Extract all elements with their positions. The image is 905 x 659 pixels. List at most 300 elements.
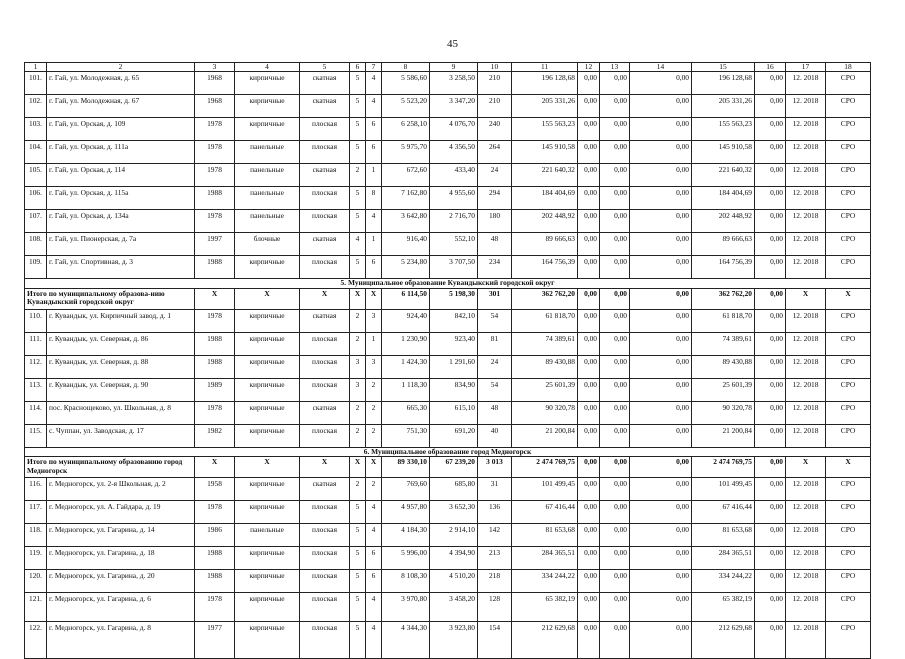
table-cell: 1982: [195, 424, 235, 447]
section-heading-row: [25, 279, 871, 288]
table-row: [25, 332, 871, 355]
page-number: 45: [447, 38, 458, 50]
subtotal-cell: 362 762,20: [512, 288, 578, 309]
table-row: [25, 501, 871, 524]
subtotal-cell: X: [786, 457, 826, 478]
table-cell: 24: [478, 355, 512, 378]
table-cell: 3 707,50: [430, 256, 478, 279]
table-cell: 2 914,10: [430, 524, 478, 547]
column-number-row: [25, 63, 871, 72]
table-cell: 842,10: [430, 309, 478, 332]
table-cell: кирпичные: [235, 401, 300, 424]
table-cell: 0,00: [600, 355, 630, 378]
table-cell: 2: [350, 332, 366, 355]
table-cell: 89 666,63: [692, 233, 755, 256]
table-cell: СРО: [826, 355, 871, 378]
table-row: [25, 570, 871, 593]
table-cell: 154: [478, 622, 512, 659]
table-cell: 0,00: [630, 593, 692, 622]
table-cell: 180: [478, 210, 512, 233]
table-cell: 0,00: [755, 309, 786, 332]
table-cell: 0,00: [755, 95, 786, 118]
table-cell: 3 458,20: [430, 593, 478, 622]
table-cell: 12. 2018: [786, 233, 826, 256]
address-cell: г. Гай, ул. Орская, д. 134а: [47, 210, 195, 233]
table-cell: 81 653,68: [512, 524, 578, 547]
table-cell: 0,00: [630, 95, 692, 118]
table-cell: СРО: [826, 401, 871, 424]
table-cell: 2: [350, 401, 366, 424]
table-cell: 0,00: [755, 141, 786, 164]
column-number-cell: 12: [578, 63, 600, 72]
column-number-cell: 2: [47, 63, 195, 72]
table-cell: 61 818,70: [692, 309, 755, 332]
table-cell: 25 601,39: [512, 378, 578, 401]
table-cell: 5: [350, 95, 366, 118]
table-cell: 0,00: [578, 378, 600, 401]
table-cell: 5 234,80: [382, 256, 430, 279]
subtotal-cell: 0,00: [630, 457, 692, 478]
subtotal-cell: 0,00: [755, 457, 786, 478]
table-cell: 8 108,30: [382, 570, 430, 593]
address-cell: г. Медногорск, ул. 2-я Школьная, д. 2: [47, 478, 195, 501]
table-cell: 6 258,10: [382, 118, 430, 141]
table-cell: 0,00: [755, 501, 786, 524]
table-cell: 0,00: [755, 72, 786, 95]
table-cell: 107.: [25, 210, 47, 233]
address-cell: г. Гай, ул. Молодежная, д. 65: [47, 72, 195, 95]
table-cell: 114.: [25, 401, 47, 424]
subtotal-cell: X: [235, 288, 300, 309]
table-cell: 218: [478, 570, 512, 593]
table-cell: 5 523,20: [382, 95, 430, 118]
column-number-cell: 7: [366, 63, 382, 72]
table-cell: 5: [350, 210, 366, 233]
table-cell: 122.: [25, 622, 47, 659]
table-cell: 12. 2018: [786, 141, 826, 164]
table-cell: 118.: [25, 524, 47, 547]
table-cell: 74 389,61: [692, 332, 755, 355]
table-cell: 0,00: [630, 401, 692, 424]
address-cell: с. Чуппан, ул. Заводская, д. 17: [47, 424, 195, 447]
table-cell: 54: [478, 309, 512, 332]
subtotal-cell: X: [350, 457, 366, 478]
table-cell: 89 430,88: [692, 355, 755, 378]
table-cell: 90 320,78: [692, 401, 755, 424]
table-cell: 3 642,80: [382, 210, 430, 233]
address-cell: г. Гай, ул. Орская, д. 114: [47, 164, 195, 187]
table-cell: 121.: [25, 593, 47, 622]
table-cell: 65 382,19: [512, 593, 578, 622]
table-cell: кирпичные: [235, 622, 300, 659]
table-cell: СРО: [826, 478, 871, 501]
table-cell: плоская: [300, 593, 350, 622]
table-cell: 104.: [25, 141, 47, 164]
table-cell: 0,00: [630, 256, 692, 279]
table-cell: 1978: [195, 593, 235, 622]
table-cell: 1 230,90: [382, 332, 430, 355]
table-cell: 691,20: [430, 424, 478, 447]
table-cell: СРО: [826, 547, 871, 570]
table-cell: 81 653,68: [692, 524, 755, 547]
table-cell: 12. 2018: [786, 210, 826, 233]
table-cell: СРО: [826, 72, 871, 95]
table-cell: 0,00: [578, 622, 600, 659]
table-cell: 0,00: [578, 187, 600, 210]
table-cell: 221 640,32: [512, 164, 578, 187]
column-number-cell: 9: [430, 63, 478, 72]
table-cell: 12. 2018: [786, 570, 826, 593]
table-cell: плоская: [300, 622, 350, 659]
subtotal-cell: X: [300, 288, 350, 309]
table-cell: 12. 2018: [786, 524, 826, 547]
table-cell: плоская: [300, 118, 350, 141]
table-cell: 0,00: [755, 401, 786, 424]
table-cell: 1968: [195, 95, 235, 118]
subtotal-cell: 0,00: [578, 288, 600, 309]
table-cell: 202 448,92: [512, 210, 578, 233]
table-cell: 6: [366, 141, 382, 164]
table-cell: 0,00: [755, 593, 786, 622]
table-cell: 3: [366, 355, 382, 378]
table-cell: 0,00: [578, 95, 600, 118]
table-cell: 615,10: [430, 401, 478, 424]
table-cell: 164 756,39: [512, 256, 578, 279]
table-cell: 101.: [25, 72, 47, 95]
table-cell: 1977: [195, 622, 235, 659]
table-cell: 4 957,80: [382, 501, 430, 524]
table-cell: 1988: [195, 187, 235, 210]
table-cell: 12. 2018: [786, 187, 826, 210]
table-cell: 4: [366, 524, 382, 547]
table-cell: 2: [350, 424, 366, 447]
table-cell: 12. 2018: [786, 547, 826, 570]
table-row: [25, 378, 871, 401]
table-cell: плоская: [300, 570, 350, 593]
table-cell: СРО: [826, 309, 871, 332]
table-cell: 0,00: [600, 547, 630, 570]
table-row: [25, 210, 871, 233]
table-cell: скатная: [300, 95, 350, 118]
table-cell: 0,00: [600, 524, 630, 547]
table-cell: СРО: [826, 593, 871, 622]
table-cell: 111.: [25, 332, 47, 355]
table-cell: 112.: [25, 355, 47, 378]
table-cell: 202 448,92: [692, 210, 755, 233]
subtotal-label: Итого по муниципальному образова-нию Кувандыкский городской округ: [25, 288, 195, 309]
table-cell: 0,00: [600, 309, 630, 332]
table-cell: 2: [366, 424, 382, 447]
table-cell: 3: [366, 309, 382, 332]
table-cell: 5: [350, 593, 366, 622]
table-cell: 0,00: [755, 378, 786, 401]
section-title: 6. Муниципальное образование город Медногорск: [25, 447, 871, 456]
table-cell: 128: [478, 593, 512, 622]
table-cell: 184 404,69: [512, 187, 578, 210]
table-cell: панельные: [235, 141, 300, 164]
table-cell: 264: [478, 141, 512, 164]
table-cell: 5: [350, 256, 366, 279]
table-cell: 3 970,80: [382, 593, 430, 622]
table-cell: СРО: [826, 187, 871, 210]
table-cell: 116.: [25, 478, 47, 501]
table-cell: 769,60: [382, 478, 430, 501]
subtotal-cell: 0,00: [600, 288, 630, 309]
subtotal-cell: X: [366, 457, 382, 478]
table-cell: 0,00: [630, 210, 692, 233]
column-number-cell: 1: [25, 63, 47, 72]
table-cell: 48: [478, 233, 512, 256]
table-cell: 1: [366, 164, 382, 187]
table-cell: СРО: [826, 233, 871, 256]
table-cell: 1978: [195, 141, 235, 164]
table-cell: 4 394,90: [430, 547, 478, 570]
table-cell: 234: [478, 256, 512, 279]
table-cell: 1978: [195, 210, 235, 233]
table-cell: СРО: [826, 332, 871, 355]
table-cell: 0,00: [630, 141, 692, 164]
table-row: [25, 593, 871, 622]
address-cell: г. Кувандык, ул. Кирпичный завод, д. 1: [47, 309, 195, 332]
table-cell: 12. 2018: [786, 478, 826, 501]
table-cell: кирпичные: [235, 478, 300, 501]
table-cell: 1989: [195, 378, 235, 401]
table-cell: 0,00: [630, 547, 692, 570]
column-number-cell: 6: [350, 63, 366, 72]
column-number-cell: 16: [755, 63, 786, 72]
table-cell: 12. 2018: [786, 622, 826, 659]
table-cell: плоская: [300, 378, 350, 401]
table-cell: 0,00: [600, 378, 630, 401]
section-title: 5. Муниципальное образование Кувандыкский городской округ: [25, 279, 871, 288]
table-cell: 108.: [25, 233, 47, 256]
address-cell: г. Гай, ул. Орская, д. 115а: [47, 187, 195, 210]
table-cell: кирпичные: [235, 570, 300, 593]
table-cell: 665,30: [382, 401, 430, 424]
table-cell: СРО: [826, 570, 871, 593]
table-cell: панельные: [235, 524, 300, 547]
table-cell: 0,00: [600, 187, 630, 210]
table-cell: 0,00: [600, 478, 630, 501]
subtotal-cell: 2 474 769,75: [692, 457, 755, 478]
table-cell: 0,00: [630, 501, 692, 524]
table-cell: 924,40: [382, 309, 430, 332]
table-cell: 0,00: [630, 478, 692, 501]
table-cell: 0,00: [630, 424, 692, 447]
table-cell: 12. 2018: [786, 256, 826, 279]
subtotal-cell: 89 330,10: [382, 457, 430, 478]
table-cell: 1978: [195, 501, 235, 524]
table-cell: 81: [478, 332, 512, 355]
table-cell: 0,00: [600, 332, 630, 355]
table-row: [25, 233, 871, 256]
table-cell: плоская: [300, 547, 350, 570]
table-row: [25, 256, 871, 279]
section-heading-row: [25, 447, 871, 456]
table-cell: 0,00: [630, 378, 692, 401]
table-cell: 0,00: [578, 72, 600, 95]
table-cell: 672,60: [382, 164, 430, 187]
address-cell: г. Гай, ул. Спортивная, д. 3: [47, 256, 195, 279]
table-cell: панельные: [235, 164, 300, 187]
address-cell: г. Гай, ул. Пионерская, д. 7а: [47, 233, 195, 256]
table-cell: 2: [366, 378, 382, 401]
table-cell: 0,00: [600, 622, 630, 659]
table-cell: 31: [478, 478, 512, 501]
table-cell: 12. 2018: [786, 309, 826, 332]
table-cell: 0,00: [630, 233, 692, 256]
table-cell: 67 416,44: [512, 501, 578, 524]
table-cell: 4 356,50: [430, 141, 478, 164]
table-cell: 0,00: [755, 478, 786, 501]
table-cell: СРО: [826, 118, 871, 141]
table-row: [25, 547, 871, 570]
table-cell: 4: [350, 233, 366, 256]
table-cell: кирпичные: [235, 72, 300, 95]
subtotal-cell: 362 762,20: [692, 288, 755, 309]
table-cell: 2: [350, 478, 366, 501]
table-cell: 6: [366, 118, 382, 141]
subtotal-cell: X: [826, 288, 871, 309]
table-cell: кирпичные: [235, 547, 300, 570]
table-row: [25, 95, 871, 118]
table-cell: 3 923,80: [430, 622, 478, 659]
table-cell: 212 629,68: [512, 622, 578, 659]
table-cell: 0,00: [630, 355, 692, 378]
table-cell: СРО: [826, 378, 871, 401]
table-cell: 221 640,32: [692, 164, 755, 187]
table-cell: 0,00: [755, 233, 786, 256]
subtotal-row: [25, 288, 871, 309]
table-cell: 164 756,39: [692, 256, 755, 279]
table-row: [25, 141, 871, 164]
table-cell: 4: [366, 210, 382, 233]
subtotal-cell: 67 239,20: [430, 457, 478, 478]
table-cell: СРО: [826, 622, 871, 659]
table-cell: 4: [366, 593, 382, 622]
table-cell: 0,00: [600, 210, 630, 233]
table-cell: 12. 2018: [786, 332, 826, 355]
table-cell: 5: [350, 118, 366, 141]
table-cell: 196 128,68: [512, 72, 578, 95]
table-cell: 0,00: [578, 332, 600, 355]
table-cell: 12. 2018: [786, 355, 826, 378]
table-cell: 0,00: [630, 332, 692, 355]
table-cell: 0,00: [630, 118, 692, 141]
table-row: [25, 187, 871, 210]
address-cell: г. Медногорск, ул. Гагарина, д. 6: [47, 593, 195, 622]
table-cell: 0,00: [578, 501, 600, 524]
table-cell: 0,00: [578, 524, 600, 547]
column-number-cell: 8: [382, 63, 430, 72]
table-cell: 115.: [25, 424, 47, 447]
table-cell: 0,00: [578, 593, 600, 622]
table-cell: скатная: [300, 309, 350, 332]
table-cell: 210: [478, 72, 512, 95]
table-cell: 0,00: [630, 309, 692, 332]
table-cell: 142: [478, 524, 512, 547]
subtotal-row: [25, 457, 871, 478]
table-cell: 89 666,63: [512, 233, 578, 256]
table-cell: кирпичные: [235, 332, 300, 355]
table-cell: 5: [350, 141, 366, 164]
table-cell: 2 716,70: [430, 210, 478, 233]
table-cell: 155 563,23: [512, 118, 578, 141]
address-cell: г. Медногорск, ул. Гагарина, д. 14: [47, 524, 195, 547]
table-cell: 0,00: [600, 233, 630, 256]
table-cell: 2: [366, 478, 382, 501]
table-cell: 5: [350, 570, 366, 593]
table-cell: 5: [350, 501, 366, 524]
table-cell: СРО: [826, 501, 871, 524]
table-cell: 0,00: [755, 187, 786, 210]
table-cell: 0,00: [578, 478, 600, 501]
table-cell: СРО: [826, 524, 871, 547]
table-cell: кирпичные: [235, 424, 300, 447]
table-cell: 12. 2018: [786, 593, 826, 622]
table-cell: 0,00: [600, 95, 630, 118]
table-cell: 0,00: [578, 547, 600, 570]
table-cell: кирпичные: [235, 355, 300, 378]
table-cell: 1978: [195, 401, 235, 424]
table-cell: 1968: [195, 72, 235, 95]
table-cell: 1958: [195, 478, 235, 501]
table-cell: 334 244,22: [692, 570, 755, 593]
table-cell: СРО: [826, 141, 871, 164]
table-cell: 0,00: [578, 256, 600, 279]
table-cell: 0,00: [578, 210, 600, 233]
table-cell: 101 499,45: [512, 478, 578, 501]
table-cell: 1978: [195, 309, 235, 332]
table-cell: 0,00: [630, 72, 692, 95]
table-cell: 212 629,68: [692, 622, 755, 659]
subtotal-cell: 6 114,50: [382, 288, 430, 309]
subtotal-cell: X: [786, 288, 826, 309]
table-cell: 54: [478, 378, 512, 401]
table-cell: 0,00: [630, 622, 692, 659]
table-cell: 5: [350, 72, 366, 95]
address-cell: пос. Краснощеково, ул. Школьная, д. 8: [47, 401, 195, 424]
table-cell: кирпичные: [235, 378, 300, 401]
table-cell: 109.: [25, 256, 47, 279]
table-cell: СРО: [826, 95, 871, 118]
address-cell: г. Медногорск, ул. А. Гайдара, д. 19: [47, 501, 195, 524]
table-cell: 24: [478, 164, 512, 187]
table-cell: 21 200,84: [512, 424, 578, 447]
table-row: [25, 524, 871, 547]
table-cell: 0,00: [755, 355, 786, 378]
table-row: [25, 72, 871, 95]
table-cell: 4: [366, 501, 382, 524]
table-cell: 12. 2018: [786, 378, 826, 401]
table-cell: 205 331,26: [692, 95, 755, 118]
table-cell: 433,40: [430, 164, 478, 187]
table-cell: 4: [366, 95, 382, 118]
table-cell: 1988: [195, 332, 235, 355]
table-cell: кирпичные: [235, 501, 300, 524]
column-number-cell: 11: [512, 63, 578, 72]
table-cell: 21 200,84: [692, 424, 755, 447]
table-cell: 0,00: [600, 118, 630, 141]
table-cell: 40: [478, 424, 512, 447]
table-cell: плоская: [300, 210, 350, 233]
table-cell: 0,00: [600, 570, 630, 593]
table-cell: 155 563,23: [692, 118, 755, 141]
subtotal-cell: X: [195, 288, 235, 309]
table-cell: 0,00: [630, 570, 692, 593]
table-cell: 0,00: [600, 164, 630, 187]
table-cell: 67 416,44: [692, 501, 755, 524]
